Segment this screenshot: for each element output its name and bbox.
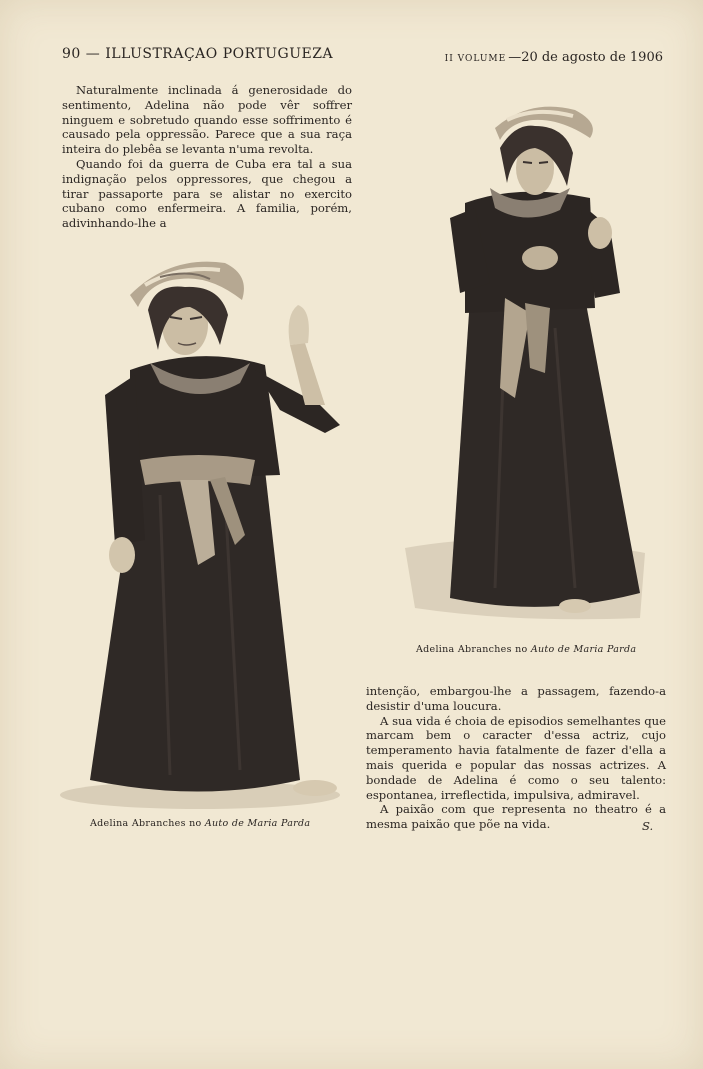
photo-actress-raised-hand [50, 255, 350, 815]
article-column-left [62, 83, 352, 231]
paragraph: A sua vida é choia de episodios semelhantes que marcam bem o caracter d'essa actriz, cujo temperamento havia fatalmente de fazer d'ella a mais querida e popular das nossas actrizes. A bondade de Adelina é como o seu talento: espontanea, irreflectida, impulsiva, admiravel. [366, 713, 666, 802]
photo-caption-right [416, 644, 636, 655]
caption-name: Adelina Abranches no [416, 644, 528, 655]
page-header-date [445, 50, 663, 65]
volume-label: II VOLUME [444, 54, 507, 64]
paragraph: Quando foi da guerra de Cuba era tal a sua indignação pelos oppressores, que chegou a tirar passaporte para se alistar no exercito cubano como enfermeira. A familia, porém, adivinhando-lhe a [62, 156, 352, 231]
photo-actress-holding-object [395, 98, 650, 628]
paragraph: intenção, embargou-lhe a passagem, fazendo-a desistir d'uma loucura. [366, 684, 666, 713]
photo-caption-left [90, 818, 310, 829]
article-column-right [366, 684, 666, 832]
caption-name: Adelina Abranches no [90, 818, 202, 829]
paragraph: Naturalmente inclinada á generosidade do sentimento, Adelina não pode vêr soffrer ninguem e sobretudo quando esse soffrimento é causado pela oppressão. Parece que a sua raça inteira do plebêa se levanta n'uma revolta. [62, 83, 352, 157]
caption-work: Auto de Maria Parda [530, 644, 637, 655]
issue-date: —20 de agosto de 1906 [508, 50, 663, 65]
paragraph: A paixão com que representa no theatro é a mesma paixão que põe na vida. [366, 802, 666, 832]
page-header-title: 90 — ILLUSTRAÇAO PORTUGUEZA [62, 46, 334, 62]
author-signature: S. [642, 819, 654, 833]
caption-work: Auto de Maria Parda [204, 818, 311, 829]
